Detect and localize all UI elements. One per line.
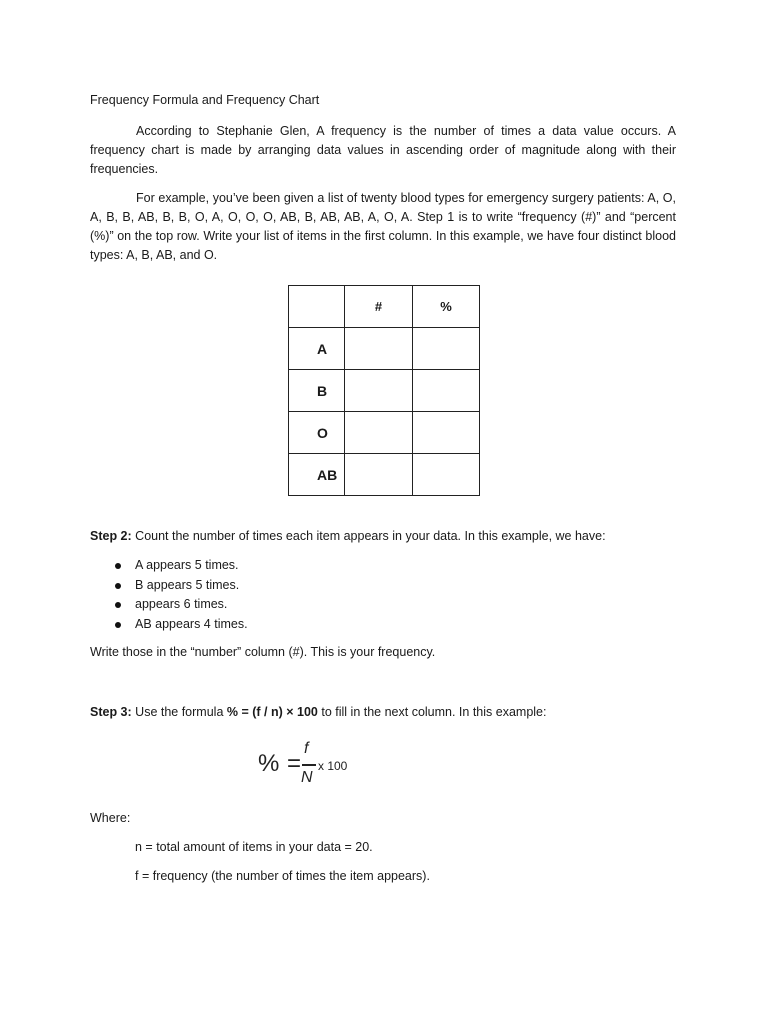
step2-paragraph <box>90 529 606 543</box>
table-row <box>289 328 480 370</box>
list-item-text: AB appears 4 times. <box>135 616 248 631</box>
intro-paragraph-text: According to Stephanie Glen, A frequency is the number of times a data value occurs. A frequency chart is made by arranging data values in ascending order of magnitude along with their frequencies. <box>90 124 676 176</box>
list-item <box>90 578 248 598</box>
percent-formula-image <box>258 740 358 796</box>
intro-paragraph <box>90 122 676 179</box>
table-row <box>289 370 480 412</box>
bullet-icon <box>115 602 121 608</box>
list-item <box>90 597 248 617</box>
list-item-text: A appears 5 times. <box>135 558 239 572</box>
formula-fraction-bar <box>302 764 316 766</box>
write-instruction: Write those in the “number” column (#). This is your frequency. <box>90 645 436 659</box>
formula-numerator: f <box>304 740 309 757</box>
frequency-bullet-list <box>90 558 248 636</box>
step3-pre-text: Use the formula <box>131 705 227 719</box>
list-item-text: appears 6 times. <box>135 597 228 611</box>
table-header-row <box>289 286 480 328</box>
formula-multiplier: x 100 <box>318 759 348 773</box>
table-header-cell <box>289 286 345 328</box>
step3-formula-text: % = (f / n) × 100 <box>226 705 318 719</box>
step2-label: Step 2: <box>90 529 132 543</box>
table-row-label: O <box>289 412 345 454</box>
definition-n: n = total amount of items in your data = 20. <box>135 840 373 854</box>
table-cell <box>413 370 480 412</box>
bullet-icon <box>115 563 121 569</box>
frequency-table <box>288 285 480 496</box>
table-cell <box>413 454 480 496</box>
table-row-label: B <box>289 370 345 412</box>
table-cell <box>345 454 413 496</box>
table-row <box>289 454 480 496</box>
example-paragraph-text: For example, you’ve been given a list of twenty blood types for emergency surgery patients: A, O, A, B, B, AB, B, B, O, A, O, O, O, AB, B, AB, AB, A, O, A. Step 1 is to write “frequency (#)” and “percent (%)” on the top row. Write your list of items in the first column. In this example, we have four distinct blood types: A, B, AB, and O. <box>90 191 676 262</box>
where-label: Where: <box>90 811 131 825</box>
formula-equals-sign: = <box>287 750 302 777</box>
table-row <box>289 412 480 454</box>
table-cell <box>345 328 413 370</box>
document-title: Frequency Formula and Frequency Chart <box>90 93 320 107</box>
table-header-cell: # <box>345 286 413 328</box>
table-row-label: AB <box>289 454 345 496</box>
table-cell <box>345 412 413 454</box>
formula-denominator: N <box>301 769 313 786</box>
list-item <box>90 558 248 578</box>
formula-percent-sign: % <box>258 750 280 777</box>
step3-label: Step 3: <box>90 705 132 719</box>
step2-text: Count the number of times each item appears in your data. In this example, we have: <box>131 529 606 543</box>
table-cell <box>345 370 413 412</box>
bullet-icon <box>115 583 121 589</box>
bullet-icon <box>115 622 121 628</box>
step3-paragraph <box>90 705 546 719</box>
definition-f: f = frequency (the number of times the item appears). <box>135 869 430 883</box>
table-header-cell: % <box>413 286 480 328</box>
table-cell <box>413 412 480 454</box>
step3-post-text: to fill in the next column. In this example: <box>317 705 547 719</box>
table-row-label: A <box>289 328 345 370</box>
list-item-text: B appears 5 times. <box>135 577 240 592</box>
table-cell <box>413 328 480 370</box>
example-paragraph <box>90 189 676 265</box>
list-item <box>90 617 248 637</box>
